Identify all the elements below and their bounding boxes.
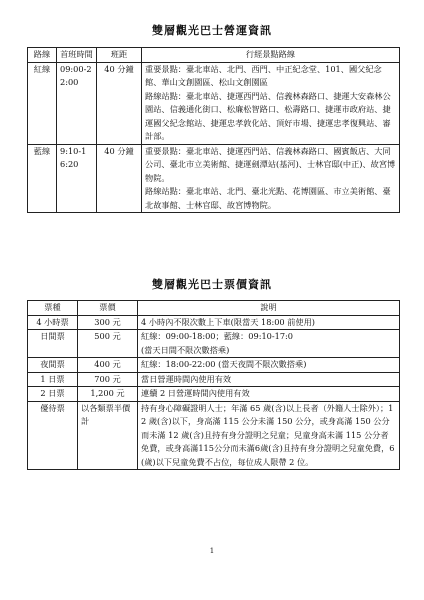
header-interval: 班距 — [97, 48, 142, 63]
fares-table — [27, 300, 400, 470]
fare-note: 持有身心障礙證明人士；年滿 65 歲(含)以上長者（外籍人士除外）；12 歲(含)以下，身高滿 115 公分未滿 150 公分，或身高滿 150 公分而未滿 12 歲(含)且持有身分證明之兒童；兒童身高未滿 115 公分者免費，或身高滿115公分而未滿6歲(含)且持有身分證明之兒童免費，6(歲)以下兒童免費不占位，每位成人限帶 2 位。 — [138, 401, 400, 470]
fare-row — [28, 358, 400, 373]
header-line: 路線 — [28, 48, 57, 63]
fare-row — [28, 372, 400, 387]
header-price: 票價 — [78, 301, 138, 316]
fare-type: 2 日票 — [28, 387, 78, 402]
route-row-red — [28, 62, 400, 144]
fares-header-row — [28, 301, 400, 316]
operations-title: 雙層觀光巴士營運資訊 — [152, 24, 272, 37]
route-time: 09:00-22:00 — [57, 62, 97, 144]
fare-price: 300 元 — [78, 315, 138, 330]
fare-note: 4 小時內不限次數上下車(限當天 18:00 前使用) — [138, 315, 400, 330]
page-number: 1 — [209, 547, 215, 555]
fare-type: 日間票 — [28, 330, 78, 358]
route-row-blue — [28, 144, 400, 213]
header-description: 說明 — [138, 301, 400, 316]
route-detail: 重要景點：臺北車站、北門、西門、中正紀念堂、101、國父紀念館、華山文創園區、松山文創園區 路線站點：臺北車站、捷運西門站、信義林森路口、捷運大安森林公園站、信義通化街口、松廉松智路口、松壽路口、捷運市政府站、捷運國父紀念館站、捷運忠孝敦化站、頂好市場、捷運忠孝復興站、審計部。 — [142, 62, 400, 144]
fare-type: 優待票 — [28, 401, 78, 470]
route-line: 紅線 — [28, 62, 57, 144]
route-detail: 重要景點：臺北車站、捷運西門站、信義林森路口、國賓飯店、大同公司、臺北市立美術館、捷運劍潭站(基河)、士林官邸(中正)、故宮博物院。 路線站點：臺北車站、北門、臺北光點、花博園區、市立美術館、臺北故事館、士林官邸、故宮博物院。 — [142, 144, 400, 213]
fare-type: 4 小時票 — [28, 315, 78, 330]
route-interval: 40 分鐘 — [97, 62, 142, 144]
routes-header-row — [28, 48, 400, 63]
fare-note: 當日營運時間內使用有效 — [138, 372, 400, 387]
fare-price: 以各類票半價計 — [78, 401, 138, 470]
header-first-time: 首班時間 — [57, 48, 97, 63]
fare-note: 連續 2 日營運時間內使用有效 — [138, 387, 400, 402]
header-ticket-type: 票種 — [28, 301, 78, 316]
fare-row — [28, 387, 400, 402]
header-route-detail: 行經景點路線 — [142, 48, 400, 63]
route-time: 9:10-16:20 — [57, 144, 97, 213]
fare-row — [28, 330, 400, 358]
fare-note: 紅線：18:00-22:00 (當天夜間不限次數搭乘) — [138, 358, 400, 373]
fare-note: 紅線：09:00-18:00；藍線：09:10-17:0 (當天日間不限次數搭乘) — [138, 330, 400, 358]
routes-table — [27, 47, 400, 213]
fare-row — [28, 401, 400, 470]
route-line: 藍線 — [28, 144, 57, 213]
fare-row — [28, 315, 400, 330]
fare-price: 500 元 — [78, 330, 138, 358]
fare-type: 1 日票 — [28, 372, 78, 387]
fares-title: 雙層觀光巴士票價資訊 — [152, 278, 272, 291]
fare-price: 400 元 — [78, 358, 138, 373]
fare-price: 1,200 元 — [78, 387, 138, 402]
fare-type: 夜間票 — [28, 358, 78, 373]
route-interval: 40 分鐘 — [97, 144, 142, 213]
fare-price: 700 元 — [78, 372, 138, 387]
